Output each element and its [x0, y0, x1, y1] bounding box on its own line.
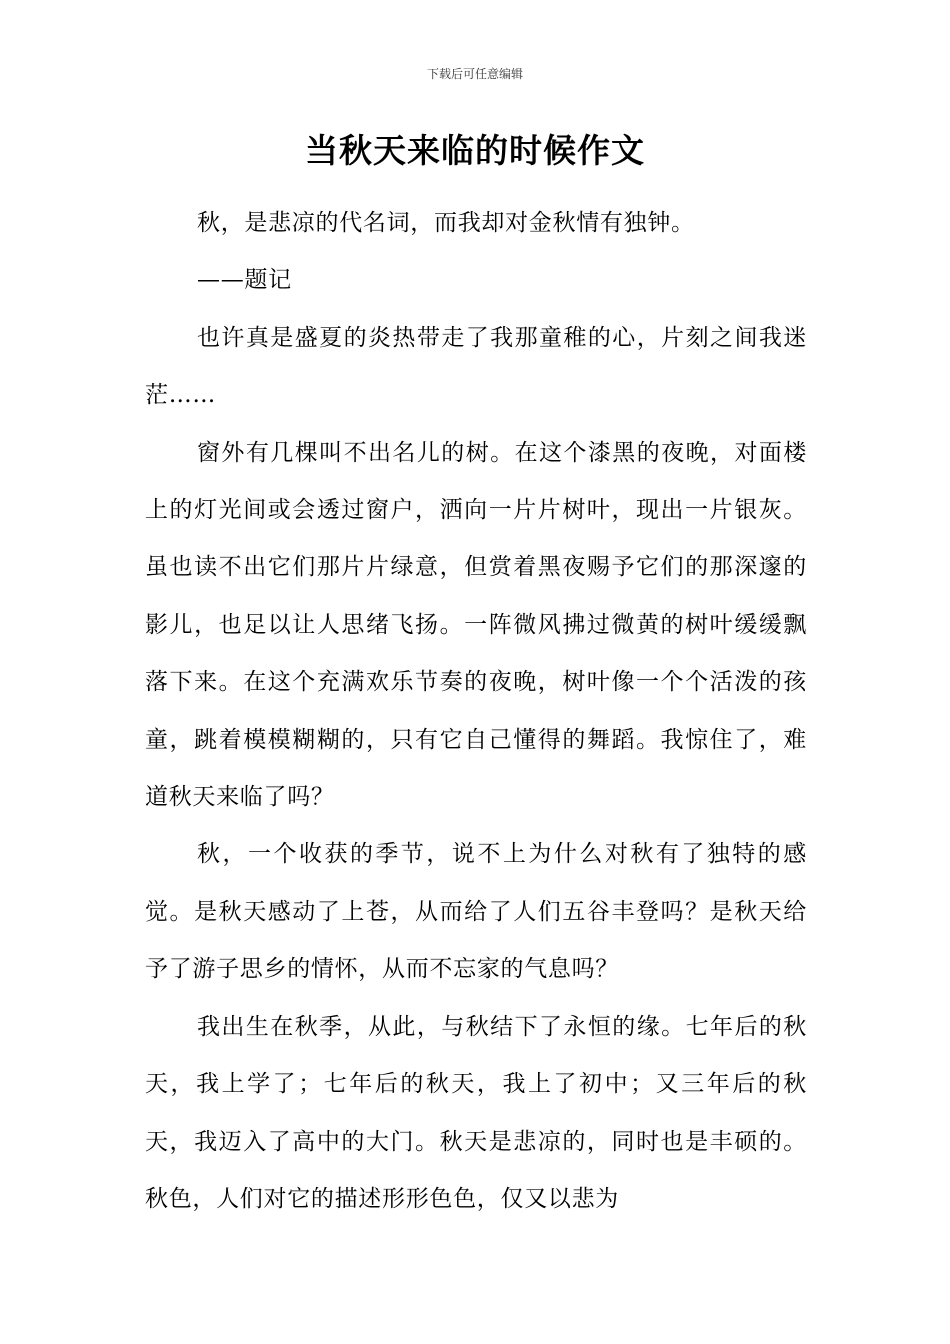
page-title: 当秋天来临的时候作文 — [305, 131, 645, 170]
essay-paragraph: 也许真是盛夏的炎热带走了我那童稚的心，片刻之间我迷茫…… — [145, 324, 807, 409]
essay-paragraph: ——题记 — [197, 267, 292, 294]
essay-paragraph: 秋，一个收获的季节，说不上为什么对秋有了独特的感觉。是秋天感动了上苍，从而给了人们五谷丰登吗？是秋天给予了游子思乡的情怀，从而不忘家的气息吗？ — [145, 841, 807, 983]
essay-paragraph: 我出生在秋季，从此，与秋结下了永恒的缘。七年后的秋天，我上学了；七年后的秋天，我上了初中；又三年后的秋天，我迈入了高中的大门。秋天是悲凉的，同时也是丰硕的。秋色，人们对它的描述形形色色，仅又以悲为 — [145, 1013, 807, 1212]
essay-paragraph: 秋，是悲凉的代名词，而我却对金秋情有独钟。 — [197, 210, 695, 236]
essay-body — [145, 195, 807, 1228]
essay-paragraph: 窗外有几棵叫不出名儿的树。在这个漆黑的夜晚，对面楼上的灯光间或会透过窗户，洒向一片片树叶，现出一片银灰。虽也读不出它们那片片绿意，但赏着黑夜赐予它们的那深邃的影儿，也足以让人思绪飞扬。一阵微风拂过微黄的树叶缓缓飘落下来。在这个充满欢乐节奏的夜晚，树叶像一个个活泼的孩童，跳着模模糊糊的，只有它自己懂得的舞蹈。我惊住了，难道秋天来临了吗？ — [145, 439, 807, 811]
header-note: 下载后可任意编辑 — [426, 67, 523, 81]
